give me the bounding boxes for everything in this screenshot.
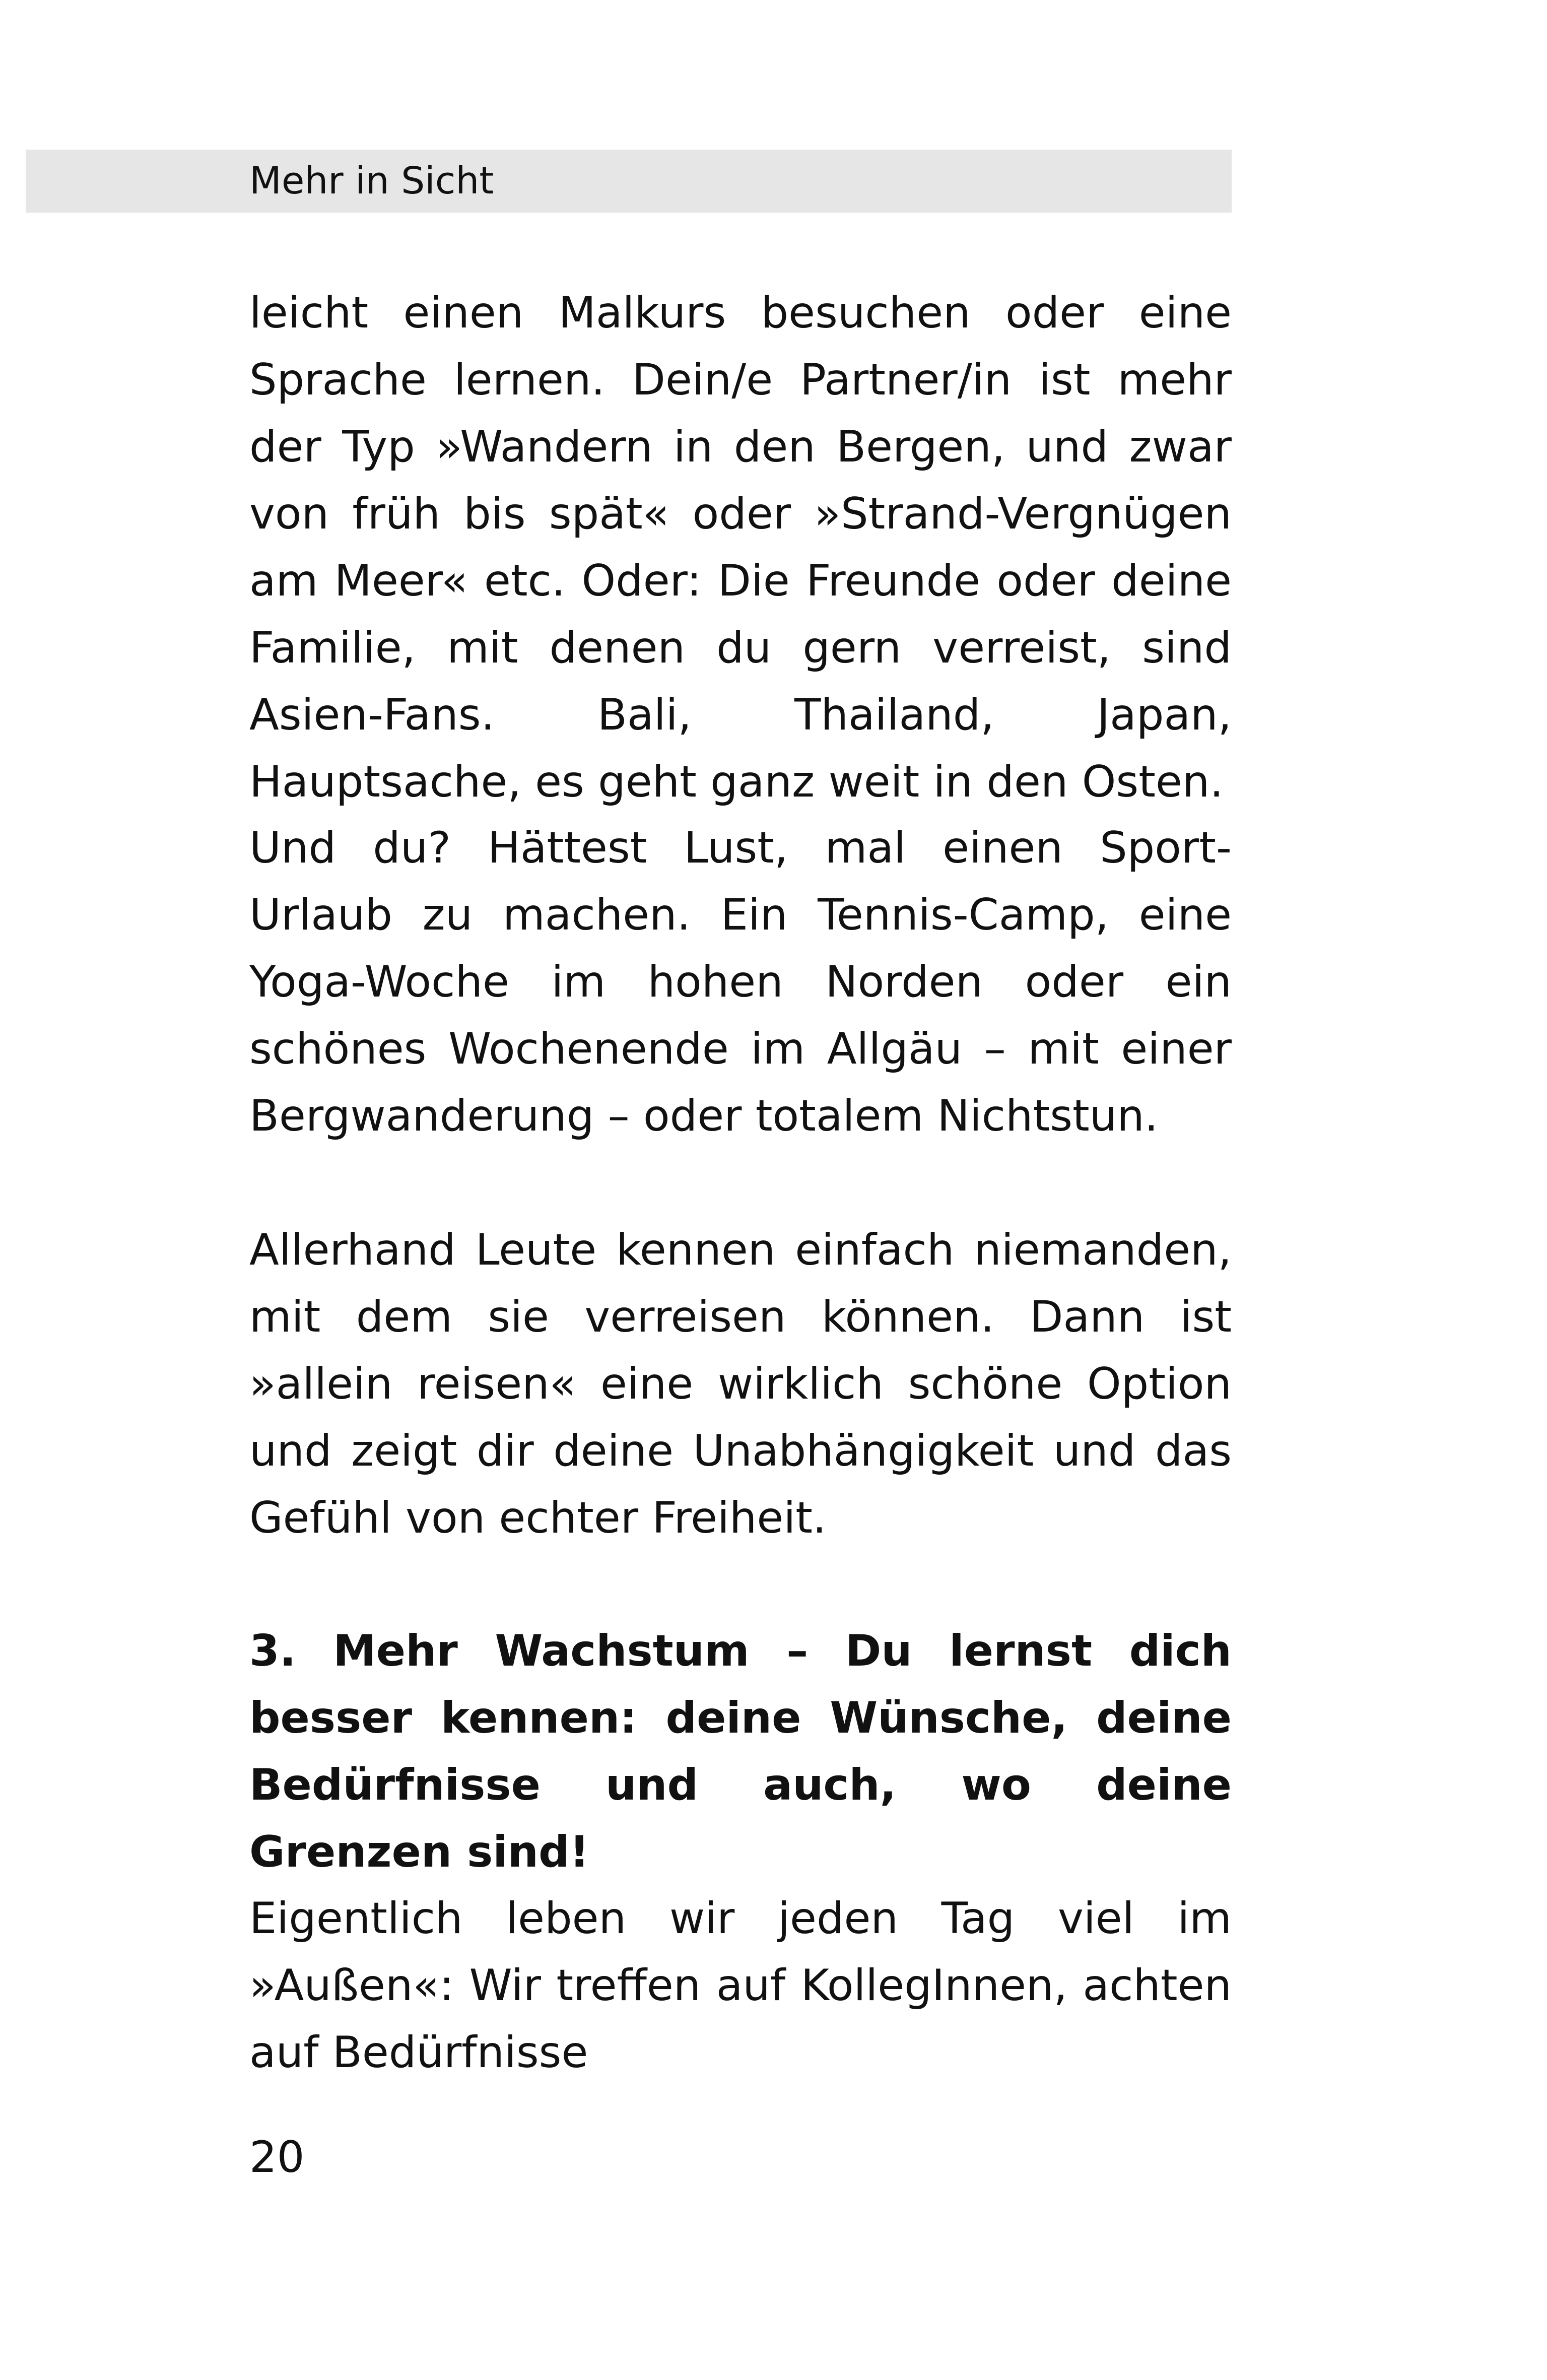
paragraph-2: Und du? Hättest Lust, mal einen Sport-Urlaub zu machen. Ein Tennis-Camp, eine Yoga-Woche im hohen Norden oder ein schönes Wochenende im Allgäu – mit einer Bergwanderung – oder totalem Nichtstun.	[249, 823, 1232, 1141]
page-number: 20	[249, 2132, 305, 2183]
running-title: Mehr in Sicht	[249, 159, 494, 203]
section-heading: 3. Mehr Wachstum – Du lernst dich besser kennen: deine Wünsche, deine Bedürfnisse und auch, wo deine Grenzen sind!	[249, 1626, 1232, 1877]
paragraph-3: Allerhand Leute kennen einfach niemanden, mit dem sie verreisen können. Dann ist »allein reisen« eine wirklich schöne Option und zeigt dir deine Unabhängigkeit und das Gefühl von echter Freiheit.	[249, 1225, 1232, 1543]
running-header	[26, 150, 1232, 213]
paragraph-1: leicht einen Malkurs besuchen oder eine Sprache lernen. Dein/e Partner/in ist mehr der Typ »Wandern in den Bergen, und zwar von früh bis spät« oder »Strand-Vergnügen am Meer« etc. Oder: Die Freunde oder deine Familie, mit denen du gern verreist, sind Asien-Fans. Bali, Thailand, Japan, Hauptsache, es geht ganz weit in den Osten.	[249, 288, 1232, 807]
paragraph-4: Eigentlich leben wir jeden Tag viel im »Außen«: Wir treffen auf KollegInnen, achten auf Bedürfnisse	[249, 1893, 1232, 2078]
